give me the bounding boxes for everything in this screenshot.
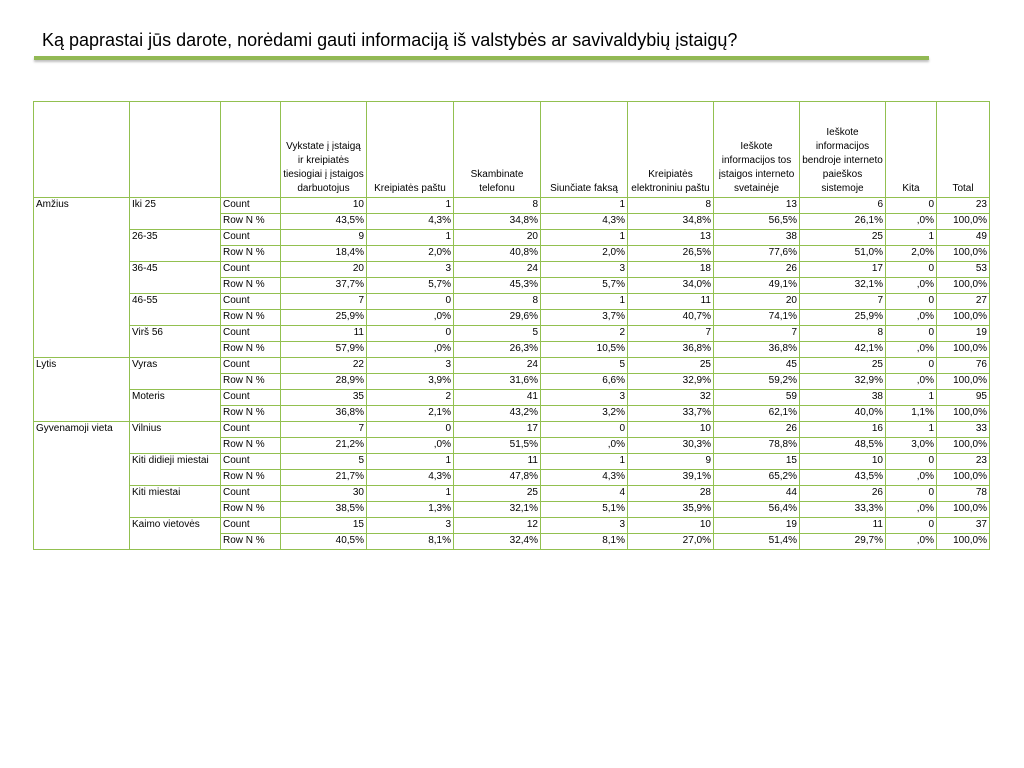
table-cell: 6,6% <box>541 374 628 390</box>
table-cell: 20 <box>281 262 367 278</box>
table-cell: 24 <box>454 358 541 374</box>
table-cell: 0 <box>886 326 937 342</box>
table-cell: 25 <box>800 230 886 246</box>
table-row <box>34 358 990 374</box>
table-cell: 5 <box>281 454 367 470</box>
statistic-label: Row N % <box>221 246 281 262</box>
table-cell: 0 <box>541 422 628 438</box>
statistic-label: Count <box>221 390 281 406</box>
subgroup-label: Kiti didieji miestai <box>130 454 221 486</box>
table-cell: 28,9% <box>281 374 367 390</box>
table-cell: 10 <box>281 198 367 214</box>
table-cell: 12 <box>454 518 541 534</box>
table-cell: 3 <box>367 262 454 278</box>
table-cell: 6 <box>800 198 886 214</box>
table-cell: 40,8% <box>454 246 541 262</box>
table-cell: 29,6% <box>454 310 541 326</box>
table-cell: 95 <box>937 390 990 406</box>
table-cell: 26 <box>714 422 800 438</box>
table-cell: ,0% <box>367 310 454 326</box>
table-cell: 2,0% <box>541 246 628 262</box>
subgroup-label: 46-55 <box>130 294 221 326</box>
table-cell: 56,5% <box>714 214 800 230</box>
table-cell: 21,2% <box>281 438 367 454</box>
table-cell: 49,1% <box>714 278 800 294</box>
table-cell: 8 <box>628 198 714 214</box>
table-cell: 21,7% <box>281 470 367 486</box>
statistic-label: Count <box>221 230 281 246</box>
table-cell: 100,0% <box>937 342 990 358</box>
table-cell: 51,5% <box>454 438 541 454</box>
statistic-label: Row N % <box>221 406 281 422</box>
table-cell: 0 <box>367 326 454 342</box>
table-cell: 59 <box>714 390 800 406</box>
table-cell: 13 <box>714 198 800 214</box>
table-row <box>34 390 990 406</box>
table-cell: 51,0% <box>800 246 886 262</box>
group-label: Amžius <box>34 198 130 358</box>
statistic-label: Row N % <box>221 534 281 550</box>
column-header: Kreipiatės paštu <box>367 102 454 198</box>
table-cell: 9 <box>628 454 714 470</box>
table-cell: 30,3% <box>628 438 714 454</box>
table-cell: 8,1% <box>541 534 628 550</box>
table-cell: 26 <box>800 486 886 502</box>
table-cell: 3,7% <box>541 310 628 326</box>
table-cell: 24 <box>454 262 541 278</box>
subgroup-label: Vyras <box>130 358 221 390</box>
header-blank <box>130 102 221 198</box>
statistic-label: Row N % <box>221 374 281 390</box>
table-cell: 32 <box>628 390 714 406</box>
table-cell: ,0% <box>886 342 937 358</box>
table-cell: 23 <box>937 454 990 470</box>
table-cell: 8 <box>800 326 886 342</box>
table-cell: 53 <box>937 262 990 278</box>
table-cell: 0 <box>886 198 937 214</box>
table-cell: 34,0% <box>628 278 714 294</box>
table-cell: 2 <box>541 326 628 342</box>
statistic-label: Count <box>221 358 281 374</box>
statistic-label: Count <box>221 454 281 470</box>
group-label: Gyvenamoji vieta <box>34 422 130 550</box>
table-cell: 29,7% <box>800 534 886 550</box>
statistic-label: Count <box>221 422 281 438</box>
header-blank <box>34 102 130 198</box>
table-cell: 7 <box>800 294 886 310</box>
table-cell: 36,8% <box>628 342 714 358</box>
table-cell: 100,0% <box>937 278 990 294</box>
statistic-label: Count <box>221 518 281 534</box>
table-row <box>34 262 990 278</box>
table-cell: 1 <box>541 294 628 310</box>
table-cell: 1 <box>367 230 454 246</box>
statistic-label: Row N % <box>221 502 281 518</box>
table-cell: 38 <box>800 390 886 406</box>
table-cell: 10 <box>628 422 714 438</box>
column-header: Siunčiate faksą <box>541 102 628 198</box>
table-cell: 49 <box>937 230 990 246</box>
header-row <box>34 102 990 198</box>
table-cell: 35 <box>281 390 367 406</box>
table-cell: 77,6% <box>714 246 800 262</box>
table-cell: 2 <box>367 390 454 406</box>
table-cell: 1 <box>541 230 628 246</box>
table-cell: 48,5% <box>800 438 886 454</box>
statistic-label: Row N % <box>221 342 281 358</box>
table-cell: 100,0% <box>937 502 990 518</box>
statistic-label: Count <box>221 294 281 310</box>
table-cell: 5 <box>454 326 541 342</box>
table-cell: 51,4% <box>714 534 800 550</box>
table-cell: 11 <box>628 294 714 310</box>
table-cell: 5,7% <box>541 278 628 294</box>
table-cell: 3 <box>541 518 628 534</box>
table-cell: 3 <box>367 358 454 374</box>
table-cell: 65,2% <box>714 470 800 486</box>
table-cell: 5 <box>541 358 628 374</box>
table-cell: 3,0% <box>886 438 937 454</box>
subgroup-label: Virš 56 <box>130 326 221 358</box>
table-cell: 25 <box>628 358 714 374</box>
table-cell: 0 <box>886 518 937 534</box>
table-cell: 4,3% <box>367 470 454 486</box>
table-cell: 2,1% <box>367 406 454 422</box>
table-cell: 0 <box>367 422 454 438</box>
table-cell: 37,7% <box>281 278 367 294</box>
table-cell: 2,0% <box>886 246 937 262</box>
table-cell: 26,1% <box>800 214 886 230</box>
table-row <box>34 198 990 214</box>
table-cell: 32,1% <box>800 278 886 294</box>
subgroup-label: Vilnius <box>130 422 221 454</box>
table-cell: 3 <box>541 390 628 406</box>
table-cell: 56,4% <box>714 502 800 518</box>
table-cell: 0 <box>886 262 937 278</box>
table-cell: 3,2% <box>541 406 628 422</box>
table-cell: 33 <box>937 422 990 438</box>
table-cell: 18 <box>628 262 714 278</box>
table-cell: 22 <box>281 358 367 374</box>
table-cell: 1 <box>541 454 628 470</box>
table-cell: 20 <box>454 230 541 246</box>
table-cell: 7 <box>628 326 714 342</box>
table-cell: 16 <box>800 422 886 438</box>
table-cell: 100,0% <box>937 310 990 326</box>
statistic-label: Count <box>221 198 281 214</box>
table-cell: 32,1% <box>454 502 541 518</box>
table-cell: 0 <box>886 358 937 374</box>
table-cell: ,0% <box>886 534 937 550</box>
table-cell: 7 <box>714 326 800 342</box>
subgroup-label: 26-35 <box>130 230 221 262</box>
table-cell: 43,5% <box>800 470 886 486</box>
table-cell: 47,8% <box>454 470 541 486</box>
table-cell: 100,0% <box>937 246 990 262</box>
table-row <box>34 294 990 310</box>
table-cell: 11 <box>281 326 367 342</box>
subgroup-label: Kiti miestai <box>130 486 221 518</box>
table-cell: 40,7% <box>628 310 714 326</box>
table-cell: ,0% <box>886 374 937 390</box>
table-cell: 74,1% <box>714 310 800 326</box>
table-cell: 100,0% <box>937 374 990 390</box>
table-cell: 34,8% <box>628 214 714 230</box>
table-cell: 28 <box>628 486 714 502</box>
table-cell: 15 <box>281 518 367 534</box>
column-header: Total <box>937 102 990 198</box>
table-cell: 32,9% <box>628 374 714 390</box>
table-cell: ,0% <box>886 310 937 326</box>
column-header: Kreipiatės elektroniniu paštu <box>628 102 714 198</box>
column-header: Skambinate telefonu <box>454 102 541 198</box>
table-cell: 0 <box>367 294 454 310</box>
statistic-label: Count <box>221 262 281 278</box>
table-cell: 3 <box>367 518 454 534</box>
table-cell: 17 <box>800 262 886 278</box>
table-cell: 78 <box>937 486 990 502</box>
table-cell: 38 <box>714 230 800 246</box>
table-cell: 26 <box>714 262 800 278</box>
table-cell: 1 <box>367 454 454 470</box>
table-cell: 17 <box>454 422 541 438</box>
table-cell: 26,3% <box>454 342 541 358</box>
table-cell: 25,9% <box>800 310 886 326</box>
table-cell: 100,0% <box>937 406 990 422</box>
table-cell: 8,1% <box>367 534 454 550</box>
table-cell: 25 <box>454 486 541 502</box>
table-cell: 4,3% <box>541 470 628 486</box>
table-cell: 1 <box>886 230 937 246</box>
table-cell: 36,8% <box>281 406 367 422</box>
table-row <box>34 230 990 246</box>
table-body <box>34 198 990 550</box>
table-cell: 30 <box>281 486 367 502</box>
table-cell: 3,9% <box>367 374 454 390</box>
table-row <box>34 454 990 470</box>
table-cell: 9 <box>281 230 367 246</box>
table-cell: 32,4% <box>454 534 541 550</box>
table-cell: 5,1% <box>541 502 628 518</box>
table-cell: 57,9% <box>281 342 367 358</box>
subgroup-label: Moteris <box>130 390 221 422</box>
table-cell: 5,7% <box>367 278 454 294</box>
table-cell: 44 <box>714 486 800 502</box>
table-cell: 19 <box>714 518 800 534</box>
crosstab-table <box>33 101 990 550</box>
table-cell: 32,9% <box>800 374 886 390</box>
table-cell: 1,1% <box>886 406 937 422</box>
table-cell: 0 <box>886 486 937 502</box>
statistic-label: Row N % <box>221 470 281 486</box>
table-cell: 4,3% <box>541 214 628 230</box>
table-cell: 41 <box>454 390 541 406</box>
table-cell: 36,8% <box>714 342 800 358</box>
table-cell: 1,3% <box>367 502 454 518</box>
column-header: Ieškote informacijos tos įstaigos interneto svetainėje <box>714 102 800 198</box>
table-row <box>34 326 990 342</box>
table-cell: 7 <box>281 422 367 438</box>
table-cell: 0 <box>886 454 937 470</box>
title-underline <box>34 56 929 60</box>
statistic-label: Count <box>221 486 281 502</box>
table-cell: 40,5% <box>281 534 367 550</box>
page-title: Ką paprastai jūs darote, norėdami gauti informaciją iš valstybės ar savivaldybių įstaigų? <box>42 30 738 50</box>
table-cell: 1 <box>367 198 454 214</box>
subgroup-label: 36-45 <box>130 262 221 294</box>
subgroup-label: Kaimo vietovės <box>130 518 221 550</box>
table-cell: 1 <box>886 390 937 406</box>
table-cell: 27 <box>937 294 990 310</box>
table-cell: 19 <box>937 326 990 342</box>
table-cell: 15 <box>714 454 800 470</box>
table-cell: ,0% <box>886 470 937 486</box>
table-cell: 59,2% <box>714 374 800 390</box>
table-cell: 78,8% <box>714 438 800 454</box>
table-cell: 33,3% <box>800 502 886 518</box>
statistic-label: Row N % <box>221 438 281 454</box>
table-cell: 100,0% <box>937 214 990 230</box>
table-cell: 7 <box>281 294 367 310</box>
table-cell: 23 <box>937 198 990 214</box>
table-cell: 35,9% <box>628 502 714 518</box>
column-header: Kita <box>886 102 937 198</box>
table-cell: 25 <box>800 358 886 374</box>
table-cell: ,0% <box>541 438 628 454</box>
table-cell: 100,0% <box>937 438 990 454</box>
table-cell: 45,3% <box>454 278 541 294</box>
table-cell: 10,5% <box>541 342 628 358</box>
table-cell: 38,5% <box>281 502 367 518</box>
table-cell: 8 <box>454 294 541 310</box>
column-header: Ieškote informacijos bendroje interneto paieškos sistemoje <box>800 102 886 198</box>
subgroup-label: Iki 25 <box>130 198 221 230</box>
column-header: Vykstate į įstaigą ir kreipiatės tiesiogiai į įstaigos darbuotojus <box>281 102 367 198</box>
table-cell: 20 <box>714 294 800 310</box>
table-cell: 4 <box>541 486 628 502</box>
table-cell: ,0% <box>367 438 454 454</box>
table-cell: 33,7% <box>628 406 714 422</box>
table-cell: 43,2% <box>454 406 541 422</box>
table-cell: 62,1% <box>714 406 800 422</box>
table-cell: 1 <box>886 422 937 438</box>
table-cell: 1 <box>541 198 628 214</box>
table-cell: 1 <box>367 486 454 502</box>
table-cell: ,0% <box>367 342 454 358</box>
table-row <box>34 422 990 438</box>
table-cell: ,0% <box>886 214 937 230</box>
table-cell: ,0% <box>886 502 937 518</box>
table-cell: 13 <box>628 230 714 246</box>
table-cell: 45 <box>714 358 800 374</box>
table-cell: 11 <box>800 518 886 534</box>
table-cell: 43,5% <box>281 214 367 230</box>
statistic-label: Row N % <box>221 310 281 326</box>
table-cell: 26,5% <box>628 246 714 262</box>
table-cell: 10 <box>628 518 714 534</box>
table-cell: 40,0% <box>800 406 886 422</box>
table-cell: 42,1% <box>800 342 886 358</box>
group-label: Lytis <box>34 358 130 422</box>
table-cell: 39,1% <box>628 470 714 486</box>
table-cell: 3 <box>541 262 628 278</box>
table-cell: 11 <box>454 454 541 470</box>
statistic-label: Row N % <box>221 278 281 294</box>
table-cell: 4,3% <box>367 214 454 230</box>
table-cell: 100,0% <box>937 470 990 486</box>
table-cell: 0 <box>886 294 937 310</box>
statistic-label: Count <box>221 326 281 342</box>
table-cell: 31,6% <box>454 374 541 390</box>
table-cell: 37 <box>937 518 990 534</box>
table-cell: 76 <box>937 358 990 374</box>
table-cell: 8 <box>454 198 541 214</box>
table-cell: ,0% <box>886 278 937 294</box>
table-cell: 100,0% <box>937 534 990 550</box>
header-blank <box>221 102 281 198</box>
table-cell: 2,0% <box>367 246 454 262</box>
table-row <box>34 486 990 502</box>
statistic-label: Row N % <box>221 214 281 230</box>
table-cell: 10 <box>800 454 886 470</box>
table-cell: 27,0% <box>628 534 714 550</box>
table-cell: 34,8% <box>454 214 541 230</box>
table-row <box>34 518 990 534</box>
table-cell: 25,9% <box>281 310 367 326</box>
table-cell: 18,4% <box>281 246 367 262</box>
